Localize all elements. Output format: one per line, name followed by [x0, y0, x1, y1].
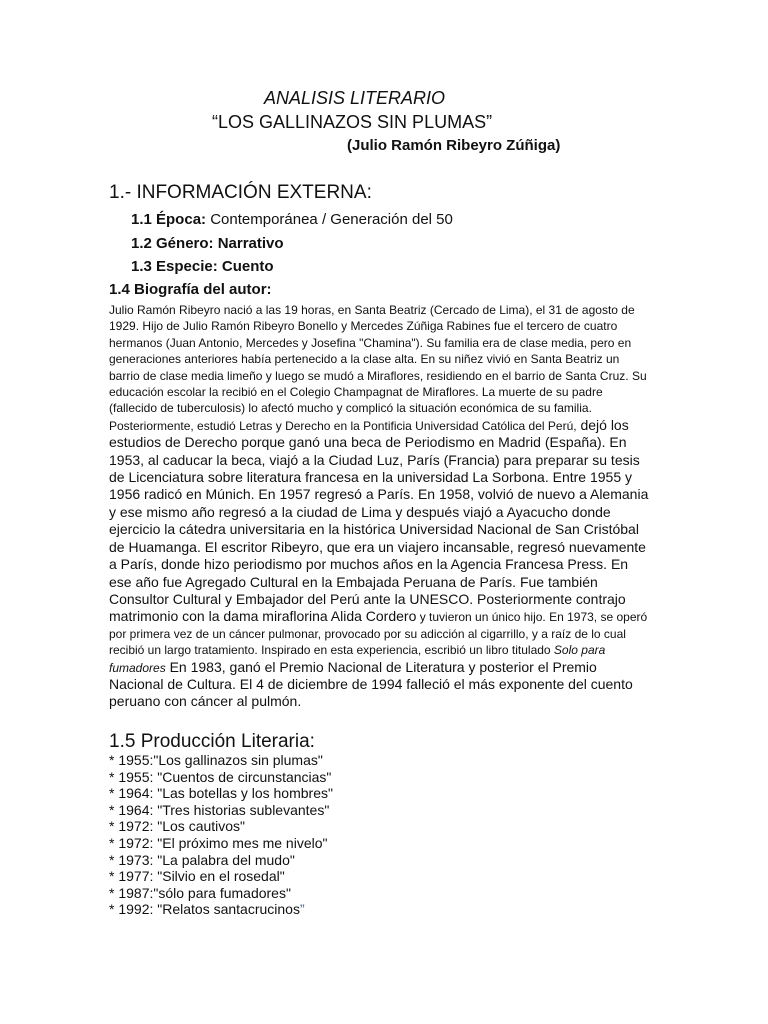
epoca-value: Contemporánea / Generación del 50 [210, 211, 453, 228]
biography-text-part2: dejó los estudios de Derecho porque ganó una beca de Periodismo en Madrid (España). En 1953, al caducar la beca, viajó a la Ciudad Luz, París (Francia) para preparar su tesis de Licenciatura sobre literatura francesa en la universidad La Sorbona. Entre 1955 y 1956 radicó en Múnich. En 1957 regresó a París. En 1958, volvió de nuevo a Alemania y ese mismo año regresó a la ciudad de Lima y después viajó a Ayacucho donde ejercicio la cátedra universitaria en la histórica Universidad Nacional de San Cristóbal de Huamanga. El escritor Ribeyro, que era un viajero incansable, regresó nuevamente a París, donde hizo periodismo por muchos años en la Agencia Francesa Press. En ese año fue Agregado Cultural en la Embajada Peruana de París. Fue también Consultor Cultural y Embajador del Perú ante la UNESCO. Posteriormente contrajo matrimonio con la dama miraflorina Alida Cordero [109, 416, 649, 625]
genero-label: 1.2 Género: Narrativo [131, 235, 284, 252]
especie-label: 1.3 Especie: Cuento [131, 258, 274, 275]
section-heading-external-info: 1.- INFORMACIÓN EXTERNA: [109, 182, 372, 203]
list-item: * 1955:"Los gallinazos sin plumas" [109, 752, 323, 768]
list-item: * 1964: "Las botellas y los hombres" [109, 785, 333, 802]
list-item: * 1973: "La palabra del mudo" [109, 851, 295, 868]
section-heading-biography: 1.4 Biografía del autor: [109, 281, 272, 298]
list-item [109, 901, 333, 918]
book-title-italic: Solo para fumadores [109, 643, 606, 675]
works-list [109, 752, 333, 918]
epoca-label: 1.1 Época: [131, 211, 207, 228]
document-title: ANALISIS LITERARIO [264, 88, 446, 108]
list-item: * 1977: "Silvio en el rosedal" [109, 868, 285, 885]
list-item: * 1955: "Cuentos de circunstancias" [109, 768, 332, 785]
list-item: * 1972: "Los cautivos" [109, 818, 246, 835]
document-subtitle: “LOS GALLINAZOS SIN PLUMAS” [212, 112, 493, 132]
section-heading-literary-production: 1.5 Producción Literaria: [109, 731, 315, 752]
subsection-especie [131, 258, 274, 275]
biography-text-part3: y tuvieron un único hijo. En 1973, se operó por primera vez de un cáncer pulmonar, provocado por su adicción al cigarrillo, y a raíz de lo cual recibió un largo tratamiento. Inspirado en esta experiencia, escribió un libro titulado [109, 610, 648, 658]
list-item: * 1972: "El próximo mes me nivelo" [109, 834, 328, 851]
biography-paragraph [109, 302, 649, 711]
biography-text-part4: En 1983, ganó el Premio Nacional de Literatura y posterior el Premio Nacional de Cultura. El 4 de diciembre de 1994 falleció el más exponente del cuento peruano con cáncer al pulmón. [109, 658, 633, 710]
biography-text-part1: Julio Ramón Ribeyro nació a las 19 horas, en Santa Beatriz (Cercado de Lima), el 31 de agosto de 1929. Hijo de Julio Ramón Ribeyro Bonello y Mercedes Zúñiga Rabines fue el tercero de cuatro hermanos (Juan Antonio, Mercedes y Josefina "Chamina"). Su familia era de clase media, pero en generaciones anteriores había pertenecido a la clase alta. En su niñez vivió en Santa Beatriz un barrio de clase media limeño y luego se mudó a Miraflores, residiendo en el barrio de Santa Cruz. Su educación escolar la recibió en el Colegio Champagnat de Miraflores. La muerte de su padre (fallecido de tuberculosis) lo afectó mucho y complicó la situación económica de su familia. Posteriormente, estudió Letras y Derecho en la Pontificia Universidad Católica del Perú, [109, 303, 647, 433]
closing-quote: ” [299, 901, 305, 918]
list-item: * 1964: "Tres historias sublevantes" [109, 801, 330, 818]
last-work-title: * 1992: "Relatos santacrucinos [109, 901, 300, 918]
author-name: (Julio Ramón Ribeyro Zúñiga) [347, 137, 561, 154]
subsection-genero [131, 235, 284, 252]
subsection-epoca [131, 211, 453, 228]
list-item: * 1987:"sólo para fumadores" [109, 884, 291, 901]
